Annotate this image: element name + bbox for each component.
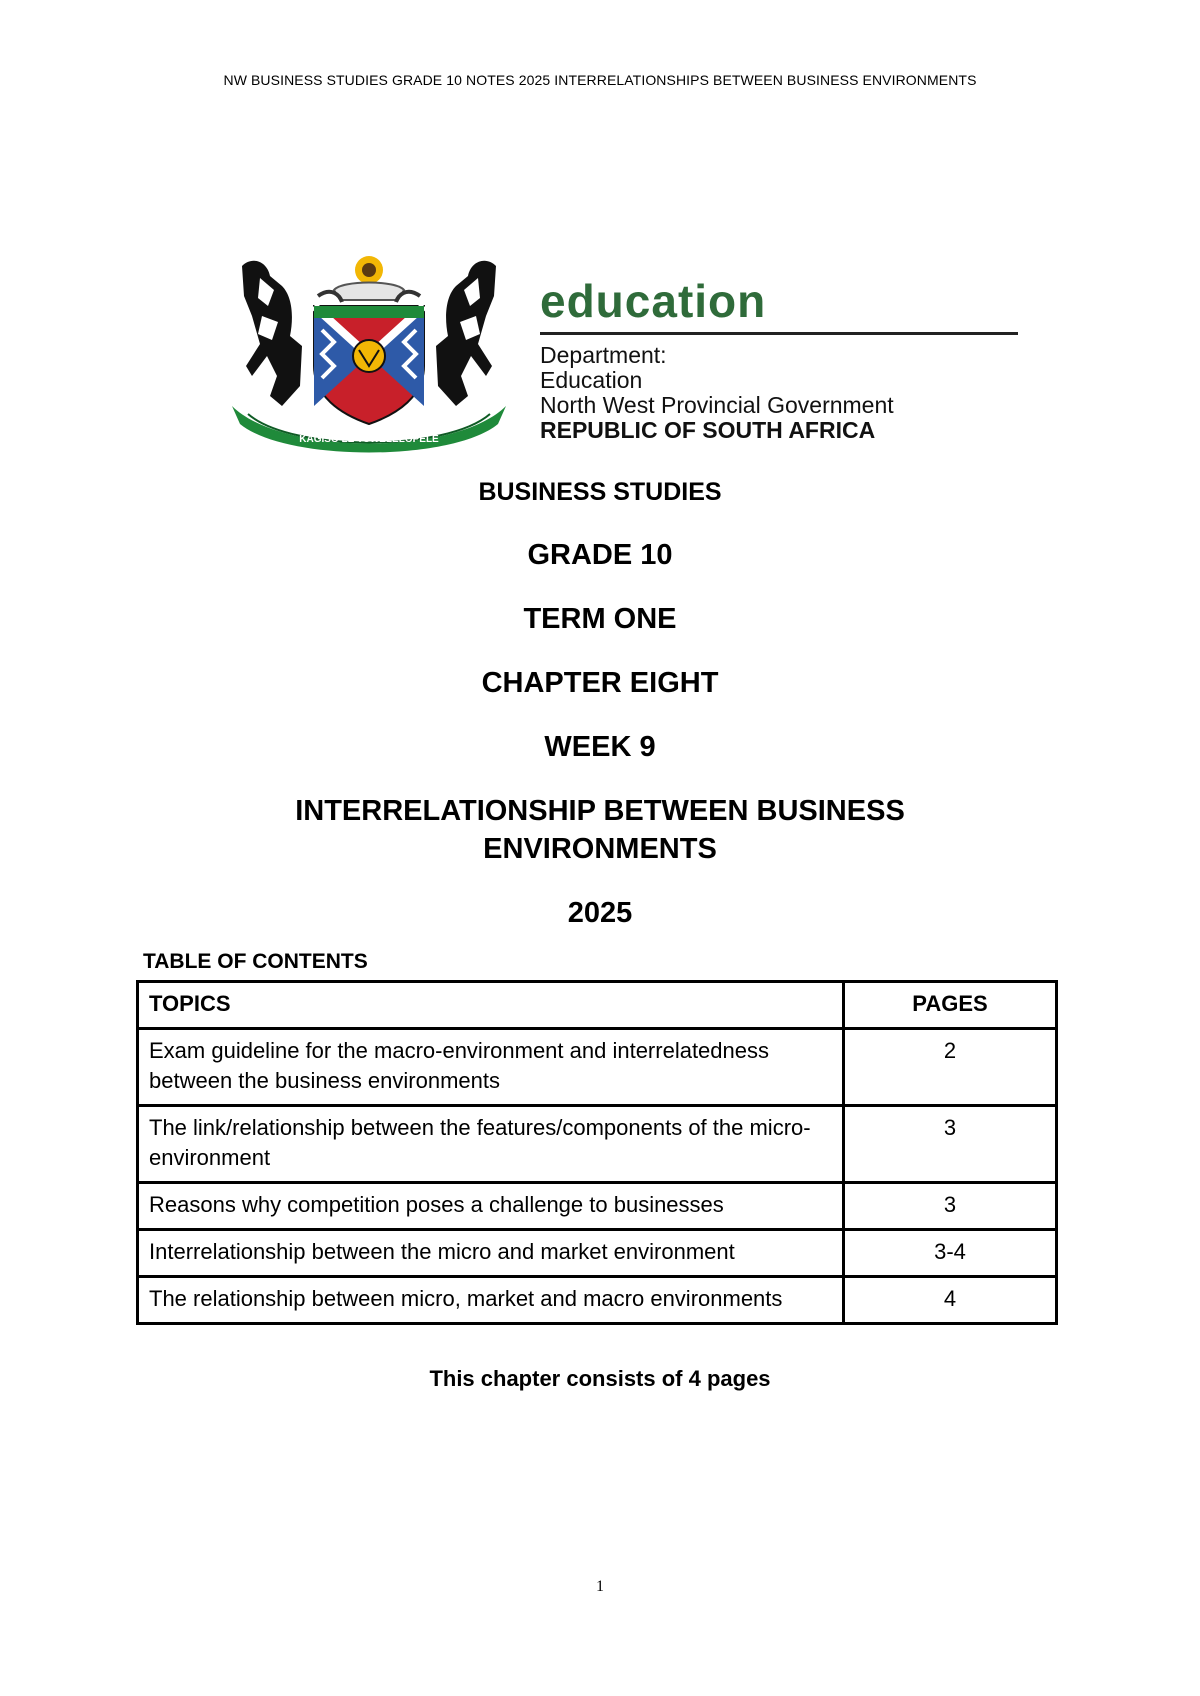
year-title: 2025 (567, 897, 633, 929)
brand-divider (540, 332, 1018, 335)
toc-column-pages: PAGES (844, 982, 1057, 1029)
brand-block (540, 276, 1020, 443)
grade-title: GRADE 10 (527, 539, 673, 571)
brand-line-education: Education (540, 367, 643, 393)
topic-title-line1: INTERRELATIONSHIP BETWEEN BUSINESS (295, 795, 905, 827)
toc-pages: 2 (844, 1029, 1057, 1106)
week-title: WEEK 9 (544, 731, 656, 763)
crest-motto: KAGISO LE TSWELELOPELE (299, 434, 439, 445)
term-title: TERM ONE (523, 603, 677, 635)
topic-title-line2: ENVIRONMENTS (483, 833, 717, 865)
subject-title: BUSINESS STUDIES (478, 478, 722, 506)
toc-pages: 3-4 (844, 1230, 1057, 1277)
toc-pages: 4 (844, 1277, 1057, 1324)
chapter-length-note: This chapter consists of 4 pages (429, 1366, 771, 1391)
coat-of-arms-icon (222, 256, 516, 456)
toc-pages: 3 (844, 1106, 1057, 1183)
page-number: 1 (596, 1578, 604, 1595)
table-row (138, 1277, 1057, 1324)
toc-column-topics: TOPICS (138, 982, 844, 1029)
table-row (138, 1029, 1057, 1106)
brand-line-government: North West Provincial Government (540, 392, 894, 418)
toc-header-row (138, 982, 1057, 1029)
department-logo (222, 256, 1027, 456)
cover-titles (0, 476, 1200, 932)
table-row (138, 1106, 1057, 1183)
toc-heading: TABLE OF CONTENTS (143, 950, 368, 973)
toc-topic: The link/relationship between the features/components of the micro-environment (138, 1106, 844, 1183)
toc-pages: 3 (844, 1183, 1057, 1230)
toc-topic: Reasons why competition poses a challenge to businesses (138, 1183, 844, 1230)
brand-word: education (540, 275, 767, 327)
toc-topic: Exam guideline for the macro-environment and interrelatedness between the business environments (138, 1029, 844, 1106)
toc-topic: The relationship between micro, market and macro environments (138, 1277, 844, 1324)
toc-table (136, 980, 1058, 1325)
brand-line-department: Department: (540, 342, 667, 368)
table-row (138, 1183, 1057, 1230)
running-header: NW BUSINESS STUDIES GRADE 10 NOTES 2025 INTERRELATIONSHIPS BETWEEN BUSINESS ENVIRONMENTS (223, 72, 977, 88)
brand-line-country: REPUBLIC OF SOUTH AFRICA (540, 417, 876, 443)
toc-topic: Interrelationship between the micro and market environment (138, 1230, 844, 1277)
table-row (138, 1230, 1057, 1277)
chapter-title: CHAPTER EIGHT (481, 667, 719, 699)
